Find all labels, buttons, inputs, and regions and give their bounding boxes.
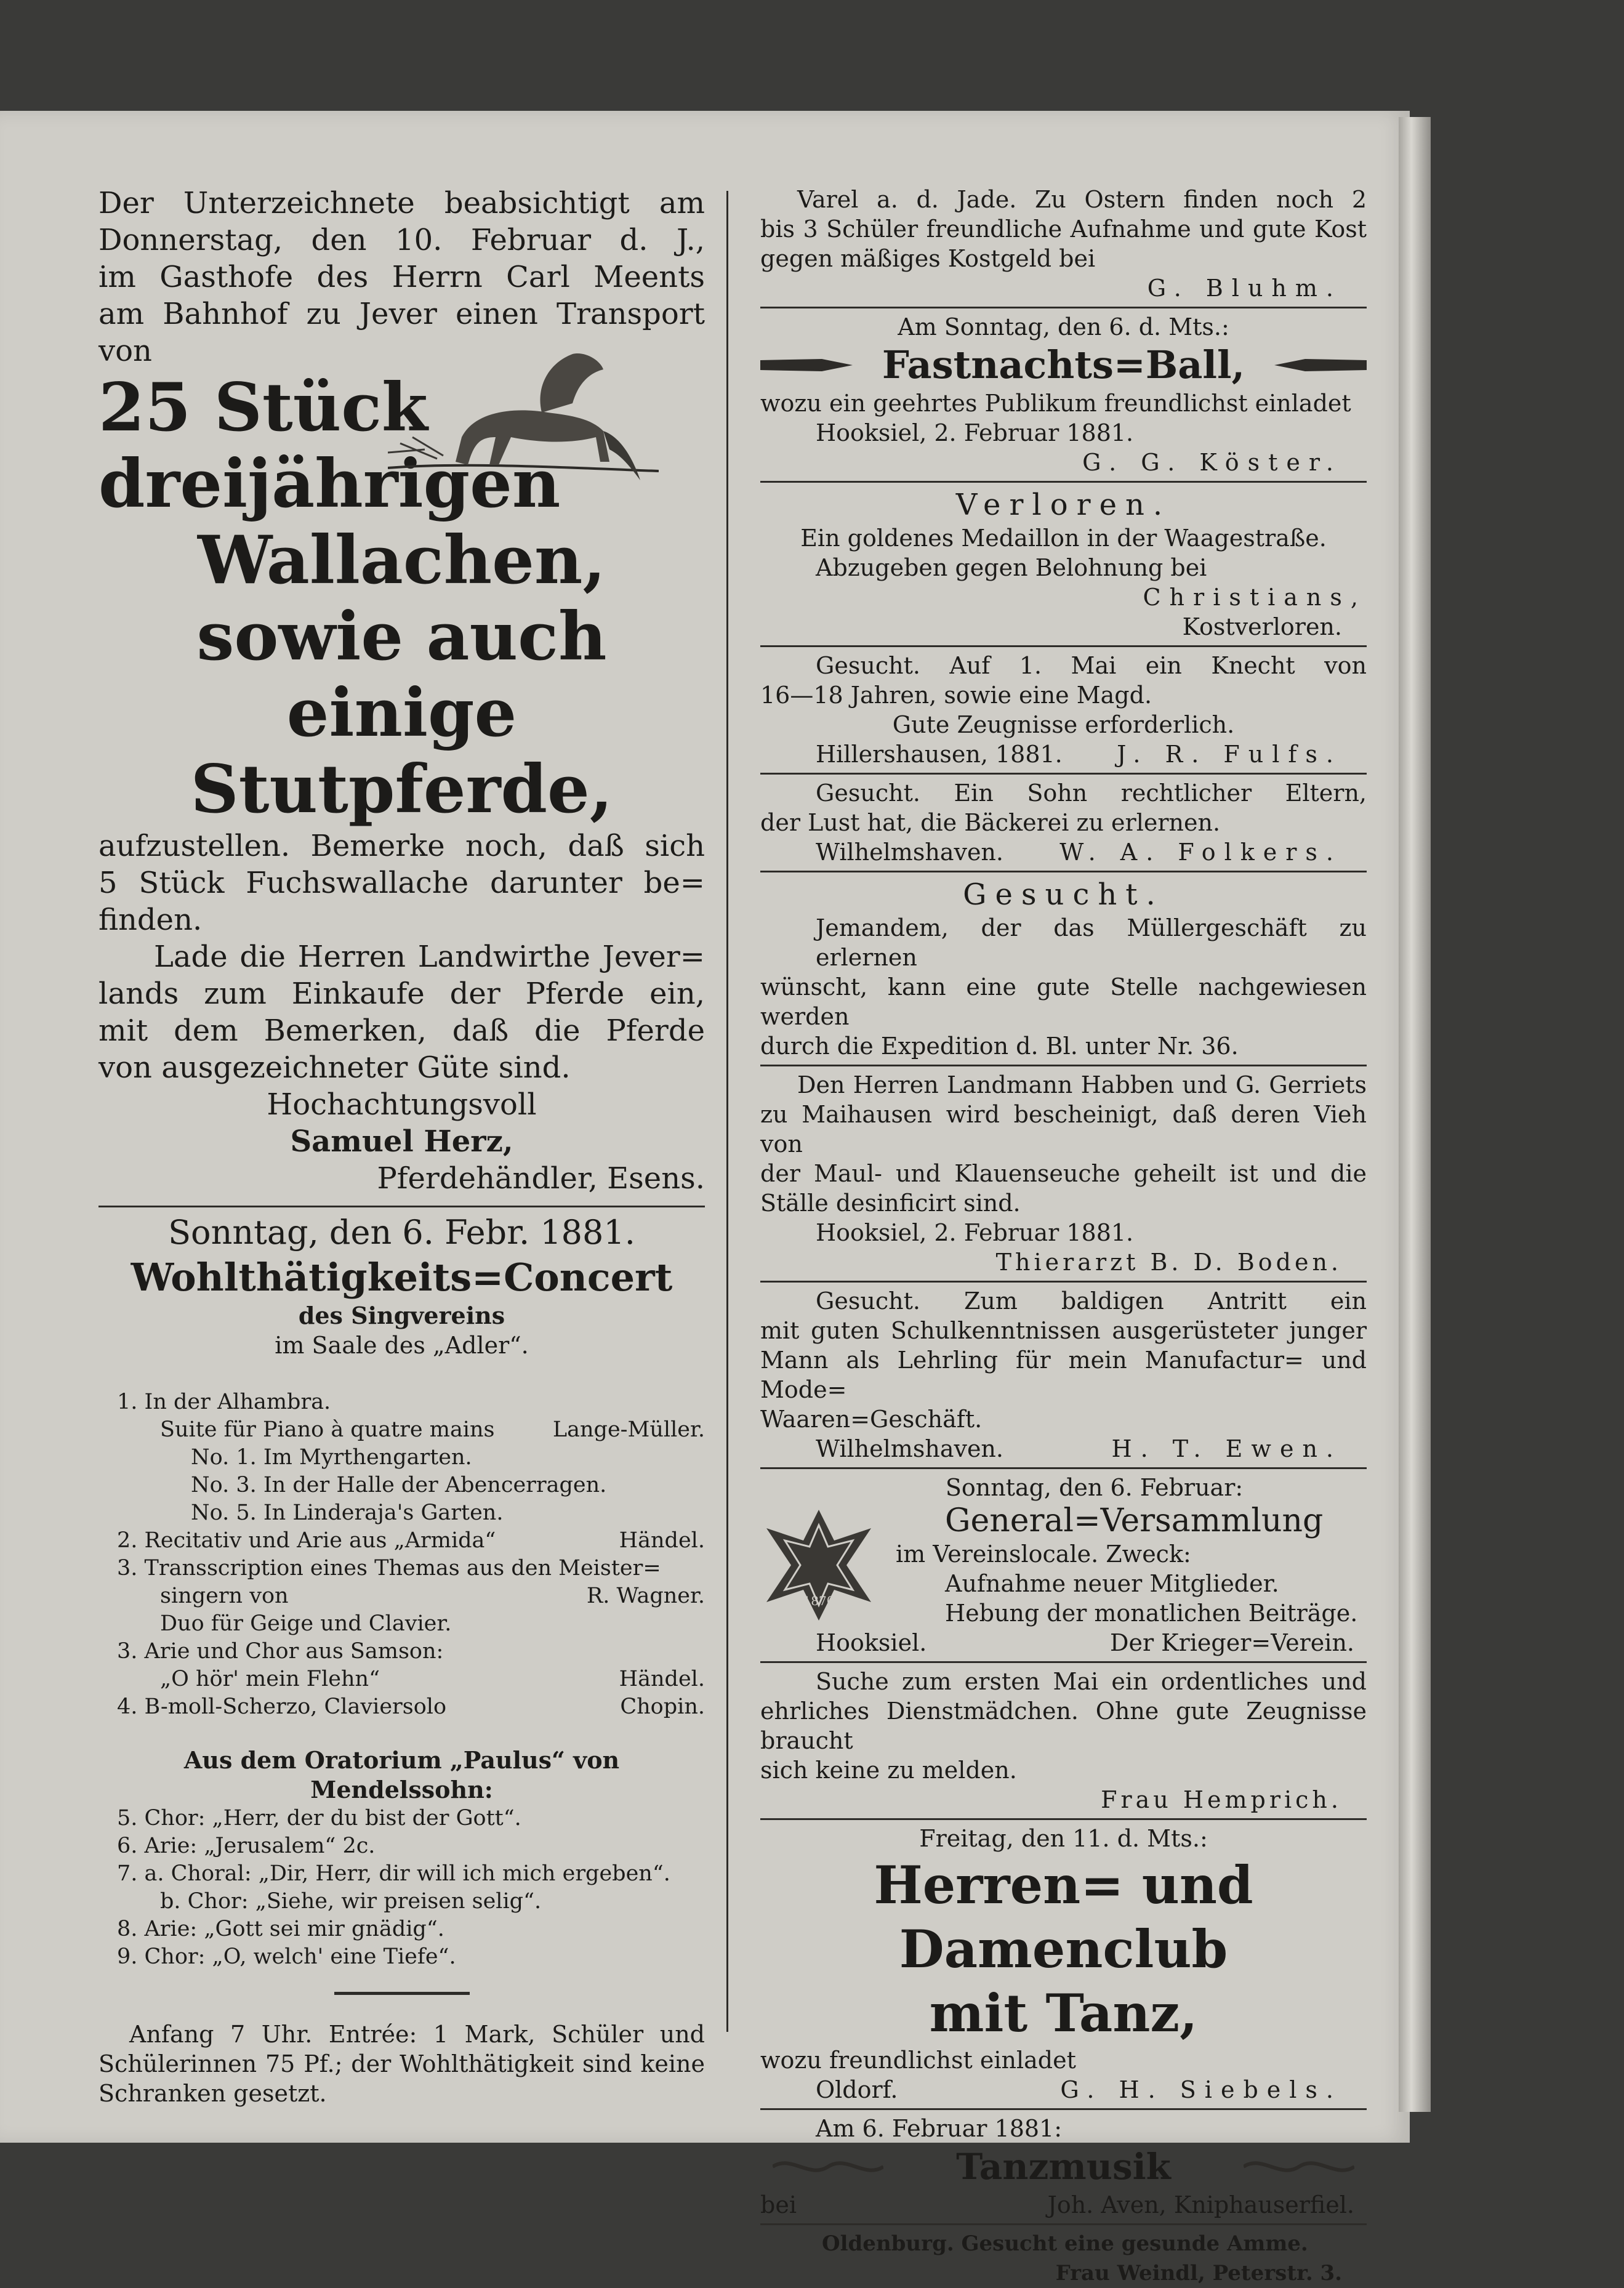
dienst-ad xyxy=(760,1667,1367,1815)
concert-footer-line: Schranken gesetzt. xyxy=(98,2080,327,2107)
divider xyxy=(760,2108,1367,2110)
horse-icon xyxy=(388,345,659,493)
program-item-title: 2. Recitativ und Arie aus „Armida“ xyxy=(117,1528,496,1553)
oratorium-item: 8. Arie: „Gott sei mir gnädig“. xyxy=(117,1917,444,1941)
program-item xyxy=(117,1582,705,1610)
krieger-title: General=Versammlung xyxy=(945,1502,1324,1539)
damenclub-ad xyxy=(760,1824,1367,2105)
verloren-line: Ein goldenes Medaillon in der Waagestraße. xyxy=(800,525,1327,552)
damenclub-date: Freitag, den 11. d. Mts.: xyxy=(919,1825,1208,1852)
oratorium-heading: Aus dem Oratorium „Paulus“ von Mendelssohn: xyxy=(183,1746,620,1803)
verloren-title: Verloren. xyxy=(955,488,1172,522)
lehrling-place: Wilhelmshaven. xyxy=(816,1435,1003,1462)
ball-signer: G. G. Köster. xyxy=(1082,449,1342,476)
damenclub-place: Oldorf. xyxy=(816,2076,898,2103)
horse-ad-signer-title: Pferdehändler, Esens. xyxy=(377,1161,705,1196)
divider xyxy=(760,2223,1367,2225)
horse-ad-closing: Hochachtungsvoll xyxy=(267,1087,537,1122)
mueller-line: Jemandem, der das Müllergeschäft zu erlernen xyxy=(816,914,1367,971)
vieh-signer: Thierarzt B. D. Boden. xyxy=(995,1249,1342,1276)
concert-title: Wohlthätigkeits=Concert xyxy=(131,1255,673,1300)
divider xyxy=(760,1281,1367,1283)
tanzmusik-title: Tanzmusik xyxy=(956,2146,1171,2188)
krieger-line: Hebung der monatlichen Beiträge. xyxy=(945,1600,1358,1627)
mueller-line: wünscht, kann eine gute Stelle nachgewiesen werden xyxy=(760,973,1367,1030)
tanzmusik-date: Am 6. Februar 1881: xyxy=(816,2115,1063,2142)
varel-line: gegen mäßiges Kostgeld bei xyxy=(760,245,1096,272)
program-item-title: 3. Arie und Chor aus Samson: xyxy=(117,1639,444,1664)
program-item xyxy=(117,1527,705,1555)
horse-ad-body-line: 5 Stück Fuchswallache darunter be= xyxy=(98,866,705,900)
baecker-place: Wilhelmshaven. xyxy=(816,839,1003,866)
horse-ad-signer: Samuel Herz, xyxy=(290,1124,513,1159)
horse-ad-headline: 25 Stück xyxy=(98,369,428,446)
divider xyxy=(98,1206,705,1207)
baecker-signer: W. A. Folkers. xyxy=(1059,839,1342,866)
varel-line: bis 3 Schüler freundliche Aufnahme und gute Kost xyxy=(760,216,1367,243)
program-item xyxy=(117,1693,705,1721)
dienst-line: Suche zum ersten Mai ein ordentliches und xyxy=(816,1668,1367,1695)
vieh-line: zu Maihausen wird bescheinigt, daß deren Vieh von xyxy=(760,1101,1367,1158)
horse-ad-body-line: finden. xyxy=(98,903,203,937)
ball-title: Fastnachts=Ball, xyxy=(882,342,1245,387)
krieger-ad xyxy=(760,1473,1367,1658)
ball-place: Hooksiel, 2. Februar 1881. xyxy=(816,419,1134,446)
varel-signer: G. Bluhm. xyxy=(1147,275,1342,302)
divider xyxy=(760,307,1367,308)
program-item-title: 1. In der Alhambra. xyxy=(117,1390,331,1414)
program-item-title: Duo für Geige und Clavier. xyxy=(160,1611,452,1636)
divider xyxy=(760,773,1367,775)
knecht-place: Hillershausen, 1881. xyxy=(816,741,1063,768)
mueller-ad xyxy=(760,876,1367,1061)
program-item xyxy=(117,1416,705,1444)
knecht-line: Gesucht. Auf 1. Mai ein Knecht von xyxy=(816,652,1367,679)
horse-ad-intro-line: Donnerstag, den 10. Februar d. J., xyxy=(98,223,705,257)
ornament-icon xyxy=(773,2154,883,2179)
ball-date: Am Sonntag, den 6. d. Mts.: xyxy=(898,313,1229,340)
oratorium-item: 9. Chor: „O, welch' eine Tiefe“. xyxy=(117,1944,456,1969)
horse-ad-intro-line: im Gasthofe des Herrn Carl Meents xyxy=(98,260,705,294)
program-item-title: 4. B-moll-Scherzo, Claviersolo xyxy=(117,1694,447,1719)
verloren-ad xyxy=(760,486,1367,642)
lehrling-signer: H. T. Ewen. xyxy=(1111,1435,1342,1462)
iron-cross-icon xyxy=(760,1504,877,1627)
mueller-line: durch die Expedition d. Bl. unter Nr. 36. xyxy=(760,1033,1239,1060)
varel-line: Varel a. d. Jade. Zu Ostern finden noch 2 xyxy=(797,186,1367,213)
tanzmusik-ad xyxy=(760,2114,1367,2220)
oratorium-program xyxy=(98,1805,705,1971)
horse-ad-intro-line: von xyxy=(98,334,152,368)
program-item xyxy=(117,1610,705,1638)
krieger-place: Hooksiel. xyxy=(816,1629,927,1656)
horse-ad-body-line: aufzustellen. Bemerke noch, daß sich xyxy=(98,829,705,863)
oratorium-item: 5. Chor: „Herr, der du bist der Gott“. xyxy=(117,1806,521,1831)
tanzmusik-signer: Joh. Aven, Kniphauserfiel. xyxy=(1047,2191,1354,2218)
amme-line: Frau Weindl, Peterstr. 3. xyxy=(1055,2261,1342,2286)
lehrling-line: Gesucht. Zum baldigen Antritt ein xyxy=(816,1287,1367,1315)
concert-venue: im Saale des „Adler“. xyxy=(275,1332,529,1359)
horse-ad xyxy=(98,185,705,1197)
divider xyxy=(760,1467,1367,1469)
program-item xyxy=(117,1638,705,1666)
krieger-line: im Vereinslocale. Zweck: xyxy=(896,1541,1191,1568)
program-item xyxy=(117,1555,705,1582)
knecht-line: Gute Zeugnisse erforderlich. xyxy=(892,711,1235,738)
program-item-composer: Händel. xyxy=(619,1528,705,1553)
concert-program xyxy=(98,1388,705,1721)
ball-invite: wozu ein geehrtes Publikum freundlichst einladet xyxy=(760,390,1351,417)
knecht-line: 16—18 Jahren, sowie eine Magd. xyxy=(760,682,1152,709)
horse-ad-body-line: mit dem Bemerken, daß die Pferde xyxy=(98,1013,705,1048)
horse-ad-headline: dreijährigen xyxy=(98,445,561,523)
damenclub-title: Herren= und Damenclub xyxy=(874,1855,1253,1980)
horse-ad-headline: Wallachen, sowie auch xyxy=(196,522,607,675)
verloren-place: Kostverloren. xyxy=(1182,613,1342,640)
verloren-line: Abzugeben gegen Belohnung bei xyxy=(816,554,1207,581)
verloren-name: Christians, xyxy=(1143,584,1367,611)
ornament-icon xyxy=(1244,2154,1354,2179)
horse-ad-intro-line: am Bahnhof zu Jever einen Transport xyxy=(98,297,705,331)
oratorium-item: 6. Arie: „Jerusalem“ 2c. xyxy=(117,1834,376,1858)
oratorium-item: b. Chor: „Siehe, wir preisen selig“. xyxy=(160,1889,542,1914)
oratorium-item: 7. a. Choral: „Dir, Herr, dir will ich mich ergeben“. xyxy=(117,1861,670,1886)
lehrling-line: mit guten Schulkenntnissen ausgerüsteter junger xyxy=(760,1317,1367,1344)
concert-footer-line: Schülerinnen 75 Pf.; der Wohlthätigkeit sind keine xyxy=(98,2050,705,2077)
program-item-composer: Lange-Müller. xyxy=(552,1417,705,1442)
amme-line: Oldenburg. Gesucht eine gesunde Amme. xyxy=(822,2231,1308,2256)
program-item-composer: Chopin. xyxy=(620,1694,705,1719)
mueller-title: Gesucht. xyxy=(963,877,1164,912)
dienst-line: sich keine zu melden. xyxy=(760,1757,1017,1784)
program-item-title: No. 1. Im Myrthengarten. xyxy=(191,1445,472,1470)
dienst-line: ehrliches Dienstmädchen. Ohne gute Zeugnisse braucht xyxy=(760,1698,1367,1754)
horse-ad-body-line: lands zum Einkaufe der Pferde ein, xyxy=(98,977,705,1011)
program-item-title: „O hör' mein Flehn“ xyxy=(160,1667,380,1691)
knecht-signer: J. R. Fulfs. xyxy=(1117,741,1342,768)
baecker-ad xyxy=(760,778,1367,867)
concert-subtitle: des Singvereins xyxy=(298,1302,505,1329)
ball-ad xyxy=(760,312,1367,477)
baecker-line: der Lust hat, die Bäckerei zu erlernen. xyxy=(760,809,1221,836)
program-item-title: No. 5. In Linderaja's Garten. xyxy=(191,1500,504,1525)
divider xyxy=(760,1661,1367,1663)
divider xyxy=(760,481,1367,483)
program-item xyxy=(117,1388,705,1416)
horse-ad-intro-line: Der Unterzeichnete beabsichtigt am xyxy=(98,186,705,220)
program-item-composer: Händel. xyxy=(619,1667,705,1691)
divider xyxy=(760,645,1367,647)
lehrling-line: Mann als Lehrling für mein Manufactur= und Mode= xyxy=(760,1347,1367,1403)
knecht-ad xyxy=(760,651,1367,769)
pointing-hand-icon xyxy=(760,353,859,377)
damenclub-title: mit Tanz, xyxy=(929,1983,1198,2044)
divider xyxy=(760,1818,1367,1820)
divider-short xyxy=(334,1992,470,1995)
pointing-hand-icon xyxy=(1268,353,1367,377)
vieh-line: der Maul- und Klauenseuche geheilt ist und die xyxy=(760,1160,1367,1187)
right-column xyxy=(760,185,1367,2288)
lehrling-ad xyxy=(760,1286,1367,1464)
program-item xyxy=(117,1472,705,1499)
horse-ad-body-line: von ausgezeichneter Güte sind. xyxy=(98,1050,571,1085)
program-item-title: singern von xyxy=(160,1584,289,1608)
program-item-composer: R. Wagner. xyxy=(586,1584,705,1608)
concert-date: Sonntag, den 6. Febr. 1881. xyxy=(168,1213,635,1252)
iron-cross-year: 1870 xyxy=(803,1593,835,1608)
program-item-title: No. 3. In der Halle der Abencerragen. xyxy=(191,1473,607,1497)
program-item-title: Suite für Piano à quatre mains xyxy=(160,1417,495,1442)
vieh-line: Ställe desinficirt sind. xyxy=(760,1190,1021,1217)
amme-ad xyxy=(760,2229,1367,2288)
concert-ad xyxy=(98,1211,705,2108)
page-edge xyxy=(1399,117,1431,2112)
krieger-date: Sonntag, den 6. Februar: xyxy=(945,1474,1244,1501)
tanzmusik-bei: bei xyxy=(760,2191,797,2218)
horse-ad-body-line: Lade die Herren Landwirthe Jever= xyxy=(154,940,705,974)
divider xyxy=(760,871,1367,872)
program-item xyxy=(117,1666,705,1693)
program-item xyxy=(117,1499,705,1527)
vieh-ad xyxy=(760,1070,1367,1277)
column-divider xyxy=(726,191,728,2032)
dienst-signer: Frau Hemprich. xyxy=(1101,1786,1342,1813)
horse-ad-headline: einige Stutpferde, xyxy=(190,674,613,828)
left-column xyxy=(98,185,705,2108)
krieger-signer: Der Krieger=Verein. xyxy=(1109,1629,1354,1656)
baecker-line: Gesucht. Ein Sohn rechtlicher Eltern, xyxy=(816,779,1367,807)
varel-ad xyxy=(760,185,1367,303)
krieger-line: Aufnahme neuer Mitglieder. xyxy=(945,1570,1279,1597)
vieh-line: Den Herren Landmann Habben und G. Gerriets xyxy=(797,1071,1367,1098)
damenclub-signer: G. H. Siebels. xyxy=(1060,2076,1342,2103)
vieh-place: Hooksiel, 2. Februar 1881. xyxy=(816,1219,1134,1246)
divider xyxy=(760,1065,1367,1066)
program-item xyxy=(117,1444,705,1472)
lehrling-line: Waaren=Geschäft. xyxy=(760,1406,983,1433)
program-item-title: 3. Transscription eines Themas aus den Meister= xyxy=(117,1556,661,1581)
damenclub-invite: wozu freundlichst einladet xyxy=(760,2047,1076,2074)
concert-footer-line: Anfang 7 Uhr. Entrée: 1 Mark, Schüler und xyxy=(129,2021,705,2048)
